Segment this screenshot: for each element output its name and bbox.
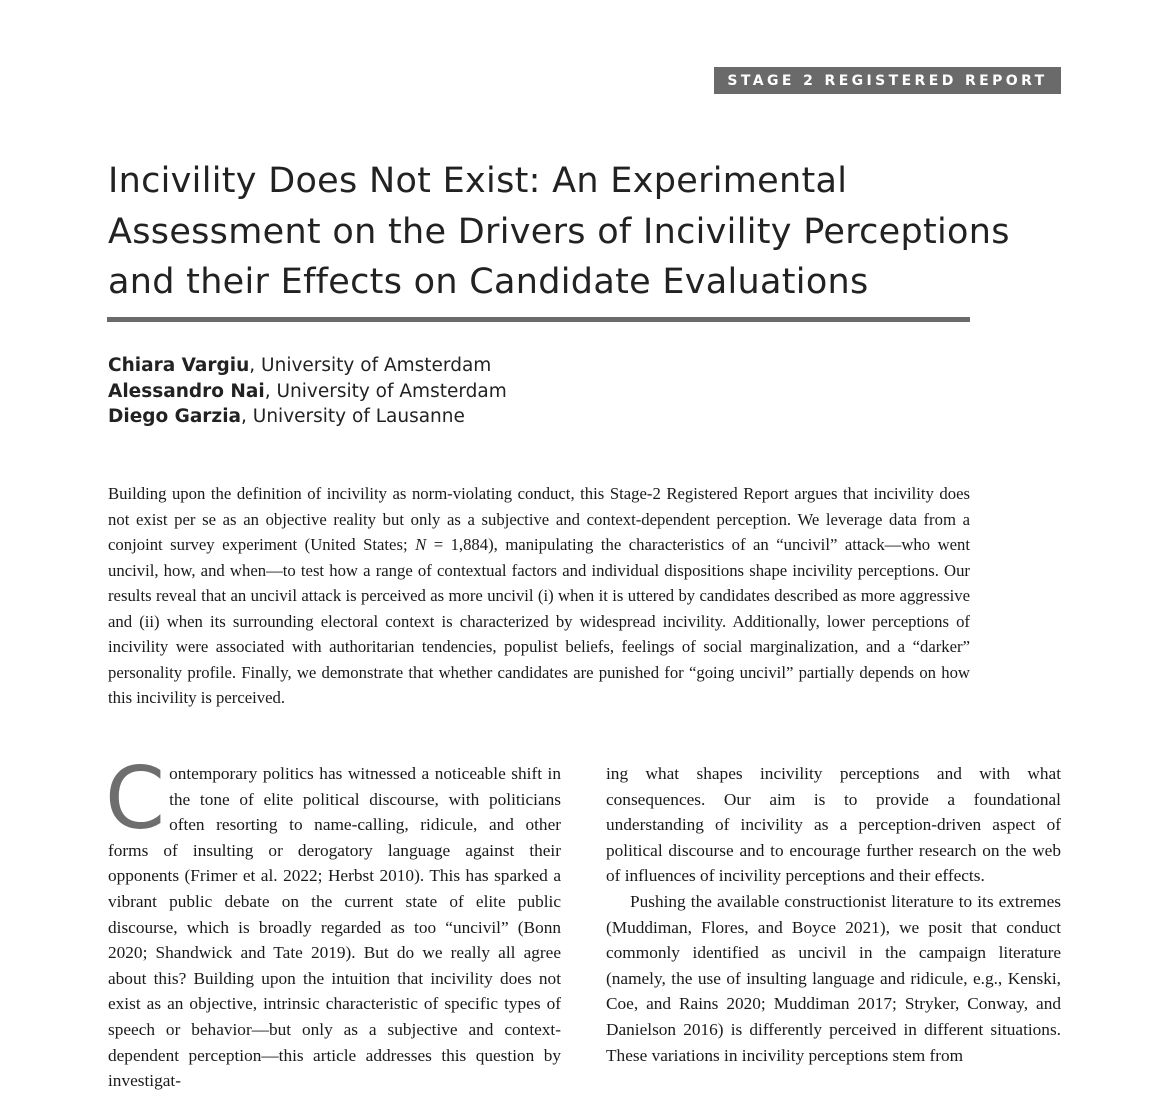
sample-size-symbol: N	[415, 535, 427, 554]
body-column-right	[606, 761, 1061, 1068]
author-name: Diego Garzia	[108, 406, 242, 427]
abstract-text-start: Building upon the definition of incivility as norm-violating conduct, this Stage-2 Registered Report argues that incivility does not exist per se as an objective reality but only as a subjective and context-dependent perception. We leverage data from a conjoint survey experiment (United States;	[108, 484, 970, 554]
author-entry	[108, 404, 507, 430]
drop-cap: C	[105, 749, 166, 849]
abstract	[108, 481, 970, 711]
author-affiliation: , University of Amsterdam	[264, 380, 507, 402]
author-entry	[108, 379, 507, 405]
title-divider	[107, 317, 970, 322]
body-text-left: ontemporary politics has witnessed a noticeable shift in the tone of elite political discourse, with politicians often resorting to name-calling, ridicule, and other forms of insulting or derogatory language against their opponents (Frimer et al. 2022; Herbst 2010). This has sparked a vibrant public debate on the current state of elite public discourse, which is broadly regarded as too “uncivil” (Bonn 2020; Shandwick and Tate 2019). But do we really all agree about this? Building upon the intuition that incivility does not exist as an objective, intrinsic characteristic of specific types of speech or behavior—but only as a subjective and context-dependent perception—this article addresses this question by investigat-	[108, 764, 561, 1091]
author-list	[108, 353, 507, 430]
author-name: Chiara Vargiu	[108, 355, 250, 376]
author-affiliation: , University of Amsterdam	[249, 355, 492, 376]
body-column-left	[105, 749, 561, 1094]
article-title: Incivility Does Not Exist: An Experimental Assessment on the Drivers of Incivility Perceptions and their Effects on Candidate Evaluations	[108, 161, 1010, 302]
abstract-text-end: = 1,884), manipulating the characteristics of an “uncivil” attack—who went uncivil, how, and when—to test how a range of contextual factors and individual dispositions shape incivility perceptions. Our results reveal that an uncivil attack is perceived as more uncivil (i) when it is uttered by candidates described as more aggressive and (ii) when its surrounding electoral context is characterized by widespread incivility. Additionally, lower perceptions of incivility were associated with authoritarian tendencies, populist beliefs, feelings of social marginalization, and a “darker” personality profile. Finally, we demonstrate that whether candidates are punished for “going uncivil” partially depends on how this incivility is perceived.	[108, 535, 971, 707]
author-affiliation: , University of Lausanne	[241, 406, 465, 427]
author-name: Alessandro Nai	[108, 380, 265, 402]
body-paragraph: Pushing the available constructionist literature to its extremes (Muddiman, Flores, and Boyce 2021), we posit that conduct commonly identified as uncivil in the campaign literature (namely, the use of insulting language and ridicule, e.g., Kenski, Coe, and Rains 2020; Muddiman 2017; Stryker, Conway, and Danielson 2016) is differently perceived in different situations. These variations in incivility perceptions stem from	[606, 891, 1061, 1065]
report-type-badge: STAGE 2 REGISTERED REPORT	[714, 67, 1061, 94]
author-entry	[108, 353, 507, 379]
body-paragraph: ing what shapes incivility perceptions and with what consequences. Our aim is to provide a foundational understanding of incivility as a perception-driven aspect of political discourse and to encourage further research on the web of influences of incivility perceptions and their effects.	[606, 764, 1061, 886]
